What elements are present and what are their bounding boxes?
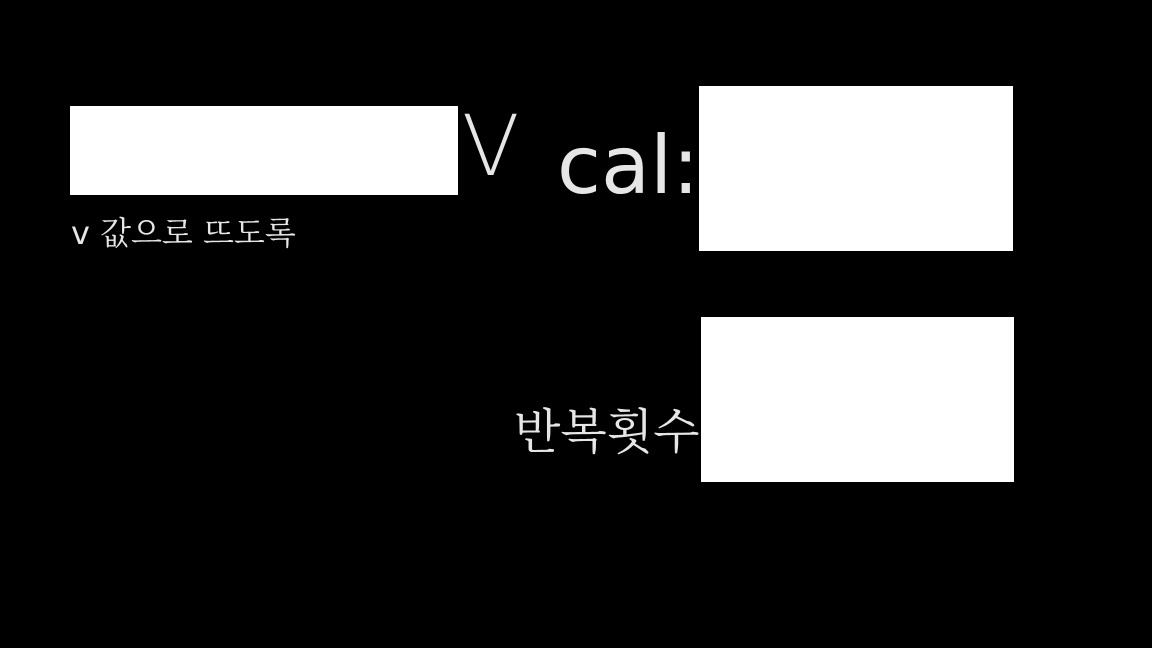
v-hint-text: v 값으로 뜨도록 [71,214,296,252]
iteration-count-output-box [701,317,1014,482]
iteration-count-label: 반복횟수 [514,404,700,460]
cal-output-box [699,86,1013,251]
v-input-field[interactable] [70,106,458,195]
cal-label: cal: [557,119,700,212]
v-label: V [462,97,520,195]
